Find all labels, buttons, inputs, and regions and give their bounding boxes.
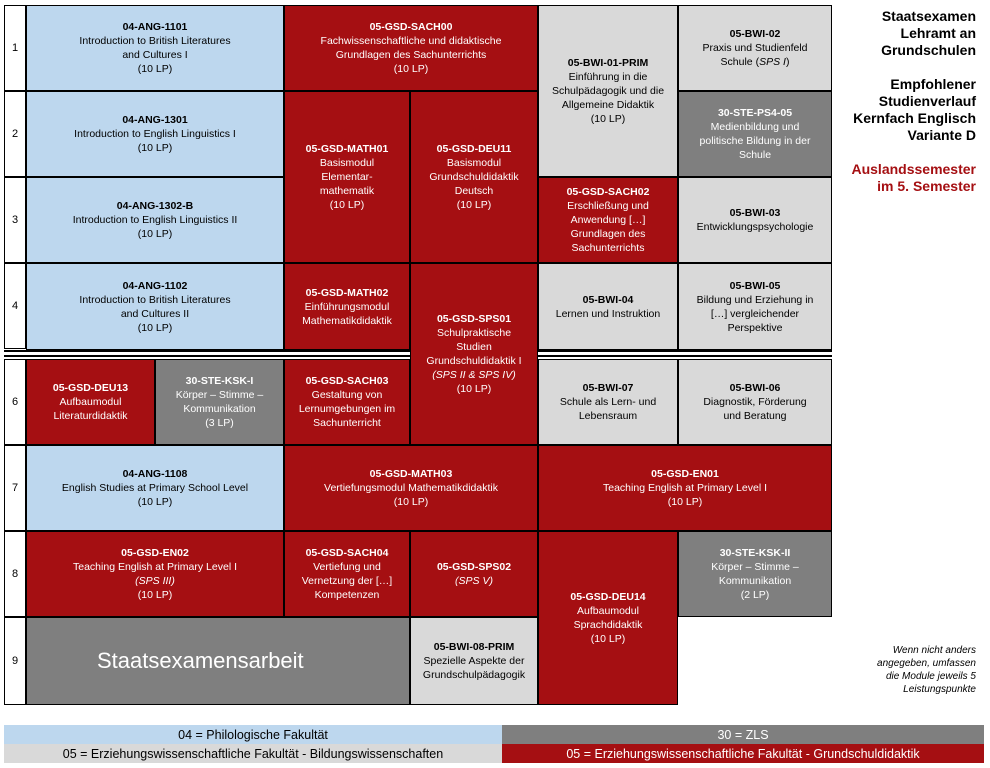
module-code: 05-BWI-08-PRIM xyxy=(433,641,515,653)
module-title-line: Basismodul xyxy=(319,157,375,169)
module-code: 05-BWI-02 xyxy=(729,28,781,40)
module-code: 05-GSD-MATH02 xyxy=(305,286,389,299)
module-code: 05-GSD-DEU13 xyxy=(52,382,129,394)
module-title-line: Sachunterricht xyxy=(313,417,381,429)
module-05-bwi-08-prim xyxy=(410,617,538,705)
module-credits: (10 LP) xyxy=(137,63,173,75)
semester-label: 1 xyxy=(4,5,26,91)
subtitle-line: Empfohlener xyxy=(890,76,976,92)
module-04-ang-1108 xyxy=(26,445,284,531)
module-title-line: Einführung in die xyxy=(568,71,648,83)
module-30-ste-ksk-i xyxy=(155,359,284,445)
semester-label: 6 xyxy=(4,359,26,445)
module-05-bwi-06 xyxy=(678,359,832,445)
module-code: 05-BWI-03 xyxy=(729,207,781,219)
module-credits: (10 LP) xyxy=(590,633,626,645)
module-code: 05-BWI-05 xyxy=(729,279,781,292)
module-title-line: and Cultures I xyxy=(122,49,188,61)
module-title-line: Aufbaumodul xyxy=(59,396,122,408)
module-title-line: Kompetenzen xyxy=(314,589,380,601)
module-05-gsd-sach04 xyxy=(284,531,410,617)
subtitle-line: Studienverlauf xyxy=(878,93,976,109)
module-title-line: Vertiefungsmodul Mathematikdidaktik xyxy=(324,482,498,494)
credit-note-line: Leistungspunkte xyxy=(903,684,976,695)
module-title-line: Introduction to British Literatures xyxy=(79,35,231,47)
module-code: 04-ANG-1101 xyxy=(122,21,188,33)
module-05-bwi-01-prim xyxy=(538,5,678,177)
module-code: 05-GSD-SACH00 xyxy=(369,21,453,33)
module-credits: (10 LP) xyxy=(393,496,429,508)
module-05-gsd-math03 xyxy=(284,445,538,531)
legend-grundschuldidaktik: 05 = Erziehungswissenschaftliche Fakultät - Grundschuldidaktik xyxy=(502,744,984,763)
module-code: 05-BWI-07 xyxy=(582,382,634,394)
credit-note-line: angegeben, umfassen xyxy=(877,658,976,669)
module-title-line: Kommunikation xyxy=(718,575,792,587)
module-title-line: Allgemeine Didaktik xyxy=(561,99,655,111)
module-04-ang-1302-b xyxy=(26,177,284,263)
thesis-label: Staatsexamensarbeit xyxy=(97,648,304,673)
module-credits: (10 LP) xyxy=(137,589,173,601)
module-05-gsd-math02 xyxy=(284,263,410,350)
module-05-gsd-en02 xyxy=(26,531,284,617)
module-title-line: Mathematikdidaktik xyxy=(302,314,392,327)
module-05-gsd-sach00 xyxy=(284,5,538,91)
module-title-text: ) xyxy=(785,56,790,68)
module-staatsexamensarbeit xyxy=(26,617,410,705)
module-credits: (10 LP) xyxy=(329,199,365,211)
abroad-note-line: Auslandssemester xyxy=(851,161,976,177)
subtitle-line: Kernfach Englisch xyxy=(853,110,976,126)
module-05-gsd-deu11 xyxy=(410,91,538,263)
module-code: 05-GSD-MATH01 xyxy=(305,143,389,155)
module-code: 05-GSD-SACH02 xyxy=(566,186,650,198)
semester-label: 8 xyxy=(4,531,26,617)
module-30-ste-ps4-05 xyxy=(678,91,832,177)
module-credits: (10 LP) xyxy=(137,496,173,508)
module-title-line: Lernen und Instruktion xyxy=(555,307,661,320)
semester-label: 7 xyxy=(4,445,26,531)
module-credits: (10 LP) xyxy=(590,113,626,125)
module-title-line: Grundschulpädagogik xyxy=(422,669,526,681)
module-credits: (10 LP) xyxy=(456,199,492,211)
module-credits: (10 LP) xyxy=(137,142,173,154)
module-title-line: Lebensraum xyxy=(578,410,638,422)
legend-bildungswissenschaften: 05 = Erziehungswissenschaftliche Fakultät - Bildungswissenschaften xyxy=(4,744,502,763)
module-credits: (2 LP) xyxy=(740,589,770,601)
module-title-line: […] vergleichender xyxy=(710,307,800,320)
module-credits: (10 LP) xyxy=(393,63,429,75)
module-code: 04-ANG-1301 xyxy=(122,114,188,126)
module-title-line: Entwicklungspsychologie xyxy=(696,221,814,233)
module-note: SPS I xyxy=(759,56,786,68)
module-05-gsd-sps02 xyxy=(410,531,538,617)
module-title-line: Deutsch xyxy=(454,185,494,197)
module-credits: (10 LP) xyxy=(667,496,703,508)
module-note: (SPS V) xyxy=(455,575,493,587)
credit-note xyxy=(840,644,976,696)
title-line: Grundschulen xyxy=(881,42,976,58)
module-05-bwi-03 xyxy=(678,177,832,263)
module-code: 30-STE-KSK-II xyxy=(719,547,791,559)
module-code: 04-ANG-1102 xyxy=(122,279,188,292)
module-title-line: Spezielle Aspekte der xyxy=(423,655,525,667)
module-code: 05-GSD-SPS02 xyxy=(436,561,512,573)
module-title-line: Medienbildung und xyxy=(710,121,800,133)
module-05-gsd-sps01 xyxy=(410,263,538,445)
module-title-line: Teaching English at Primary Level I xyxy=(603,482,767,494)
semester-label: 2 xyxy=(4,91,26,177)
module-title-line: Diagnostik, Förderung xyxy=(703,396,807,408)
module-code: 05-GSD-EN01 xyxy=(651,468,719,480)
module-title-line: Aufbaumodul xyxy=(577,605,639,617)
module-note: (SPS III) xyxy=(135,575,175,587)
module-title-line: Vertiefung und xyxy=(313,561,381,573)
module-title-line: Körper – Stimme – xyxy=(175,389,264,401)
module-code: 05-BWI-04 xyxy=(582,293,634,306)
module-note: (SPS II & SPS IV) xyxy=(432,369,516,381)
module-title-line: Perspektive xyxy=(727,321,783,334)
module-title-line: Basismodul xyxy=(446,157,502,169)
module-title-line: Introduction to British Literatures xyxy=(79,293,231,306)
module-title-line: politische Bildung in der xyxy=(699,135,811,147)
module-title-line: Schulpraktische xyxy=(436,327,512,339)
module-title-line: Einführungsmodul xyxy=(304,300,390,313)
module-code: 30-STE-KSK-I xyxy=(185,375,254,387)
module-04-ang-1101 xyxy=(26,5,284,91)
module-05-gsd-math01 xyxy=(284,91,410,263)
module-title-line: Vernetzung der […] xyxy=(301,575,393,587)
module-title-line: Grundlagen des Sachunterrichts xyxy=(335,49,487,61)
module-code: 05-GSD-DEU11 xyxy=(436,143,512,155)
module-05-bwi-07 xyxy=(538,359,678,445)
credit-note-line: Wenn nicht anders xyxy=(892,645,976,656)
module-title-line: Elementar- xyxy=(321,171,373,183)
module-code: 05-BWI-01-PRIM xyxy=(567,57,649,69)
module-05-bwi-05 xyxy=(678,263,832,350)
module-title-line: Erschließung und xyxy=(567,200,649,212)
module-05-gsd-deu14 xyxy=(538,531,678,705)
plan-title xyxy=(840,8,976,195)
module-title-line: mathematik xyxy=(319,185,375,197)
module-code: 05-BWI-06 xyxy=(729,382,781,394)
module-code: 04-ANG-1302-B xyxy=(116,200,194,212)
module-code: 30-STE-PS4-05 xyxy=(717,107,793,119)
module-05-gsd-deu13 xyxy=(26,359,155,445)
module-title-line: Gestaltung von xyxy=(311,389,383,401)
module-credits: (10 LP) xyxy=(137,228,173,240)
module-title-line: Teaching English at Primary Level I xyxy=(73,561,237,573)
module-code: 05-GSD-EN02 xyxy=(121,547,189,559)
module-05-gsd-sach02 xyxy=(538,177,678,263)
module-title-line: Grundlagen des xyxy=(570,228,646,240)
semester-label: 4 xyxy=(4,263,26,349)
module-title-line: Schule als Lern- und xyxy=(559,396,657,408)
module-title-line: Grundschuldidaktik xyxy=(429,171,519,183)
module-title-line: Körper – Stimme – xyxy=(711,561,799,573)
module-title-line: Literaturdidaktik xyxy=(53,410,128,422)
module-title-line: Fachwissenschaftliche und didaktische xyxy=(320,35,502,47)
subtitle-line: Variante D xyxy=(907,127,976,143)
module-code: 05-GSD-DEU14 xyxy=(570,591,646,603)
module-title-line: English Studies at Primary School Level xyxy=(61,482,249,494)
module-title-line xyxy=(721,55,790,69)
module-credits: (10 LP) xyxy=(456,383,492,395)
module-title-text: Schule ( xyxy=(720,56,760,68)
module-title-line: and Cultures II xyxy=(120,307,190,320)
module-credits: (10 LP) xyxy=(137,321,173,334)
module-05-gsd-sach03 xyxy=(284,359,410,445)
module-05-bwi-04 xyxy=(538,263,678,350)
module-title-line: Schulpädagogik und die xyxy=(551,85,665,97)
module-title-line: Lernumgebungen im xyxy=(298,403,396,415)
module-title-line: Anwendung […] xyxy=(570,214,646,226)
module-title-line: Bildung und Erziehung in xyxy=(696,293,814,306)
module-title-line: Sprachdidaktik xyxy=(573,619,643,631)
module-code: 05-GSD-SPS01 xyxy=(436,313,512,325)
module-30-ste-ksk-ii xyxy=(678,531,832,617)
abroad-note-line: im 5. Semester xyxy=(877,178,976,194)
credit-note-line: die Module jeweils 5 xyxy=(885,671,976,682)
module-04-ang-1301 xyxy=(26,91,284,177)
legend-philologie: 04 = Philologische Fakultät xyxy=(4,725,502,744)
title-line: Staatsexamen xyxy=(881,8,976,24)
module-05-bwi-02 xyxy=(678,5,832,91)
module-title-line: Kommunikation xyxy=(183,403,256,415)
module-code: 05-GSD-SACH04 xyxy=(305,547,389,559)
module-code: 04-ANG-1108 xyxy=(122,468,188,480)
module-title-line: Introduction to English Linguistics I xyxy=(74,128,236,140)
title-line: Lehramt an xyxy=(900,25,976,41)
legend-zls: 30 = ZLS xyxy=(502,725,984,744)
module-code: 05-GSD-MATH03 xyxy=(369,468,453,480)
module-title-line: Praxis und Studienfeld xyxy=(702,42,808,54)
module-title-line: Studien xyxy=(456,341,492,353)
module-title-line: Grundschuldidaktik I xyxy=(426,355,522,367)
module-credits: (3 LP) xyxy=(205,417,234,429)
module-code: 05-GSD-SACH03 xyxy=(305,375,389,387)
module-title-line: Sachunterrichts xyxy=(571,242,645,254)
module-04-ang-1102 xyxy=(26,263,284,350)
semester-label: 9 xyxy=(4,617,26,705)
module-title-line: Introduction to English Linguistics II xyxy=(72,214,238,226)
semester-label: 3 xyxy=(4,177,26,263)
module-title-line: Schule xyxy=(738,149,772,161)
module-title-line: und Beratung xyxy=(723,410,787,422)
module-05-gsd-en01 xyxy=(538,445,832,531)
